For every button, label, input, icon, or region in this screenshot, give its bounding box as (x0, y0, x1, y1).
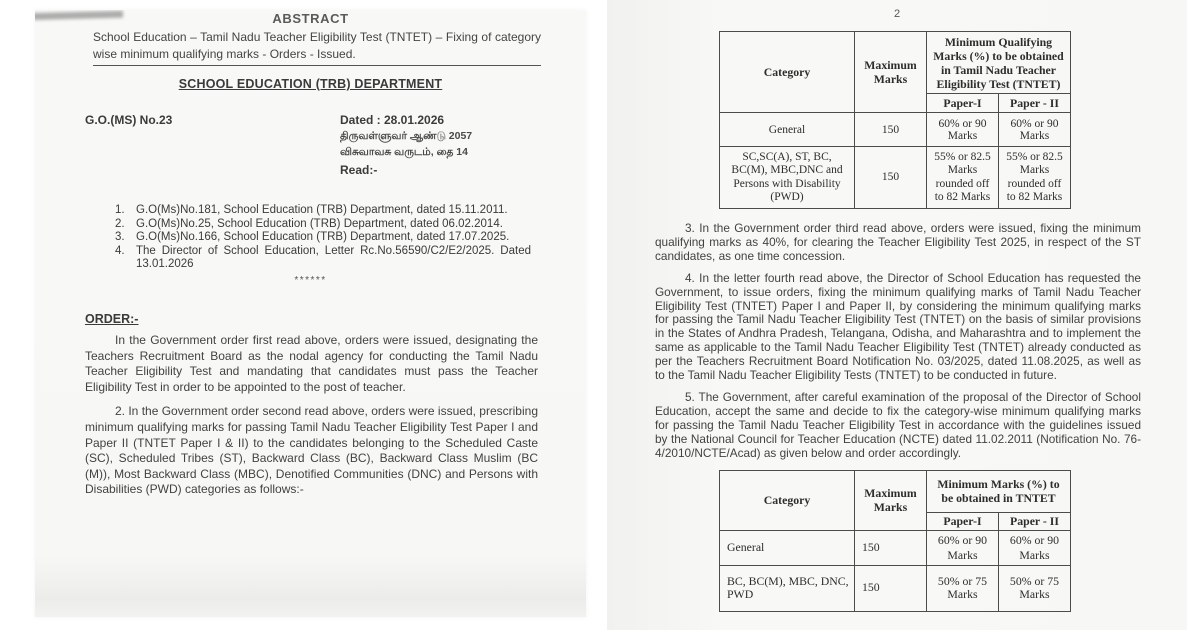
table2-cell-paper1: 50% or 75 Marks (927, 565, 999, 611)
asterisk-separator: ****** (294, 274, 327, 286)
department-title: SCHOOL EDUCATION (TRB) DEPARTMENT (178, 77, 443, 91)
table1-cell-category: SC,SC(A), ST, BC, BC(M), MBC,DNC and Persons with Disability (PWD) (720, 147, 855, 209)
table1-cell-category: General (720, 113, 855, 147)
read-item-number: 2. (115, 217, 125, 230)
order-paragraph-5: 5. The Government, after careful examination of the proposal of the Director of School Education, accept the same and decide to fix the category-wise minimum qualifying marks for passing the Tamil Nadu Teacher Eligibility Test in accordance with the guidelines issued by the National Council for Teacher Education (NCTE) dated 11.02.2011 (Notification No. 76-4/2010/NCTE/Acad) as given below and order accordingly. (655, 389, 1141, 460)
table2-row-reserved-categories (720, 565, 1071, 611)
tamil-month-line: விசுவாவசு வருடம், தை 14 (340, 146, 468, 158)
table1-row-general (720, 113, 1071, 147)
abstract-heading: ABSTRACT (269, 11, 351, 25)
scanned-page-2 (607, 0, 1187, 630)
table2-header-row (720, 470, 1071, 512)
order-paragraph-4: 4. In the letter fourth read above, the Director of School Education has requested the Government, to issue orders, fixing the minimum qualifying marks of Tamil Nadu Teacher Eligibility Test (TNTET) Paper I and Paper II, by considering the minimum qualifying marks for passing the Tamil Nadu Teacher Eligibility Test (TNTET) on the basis of similar provisions in the States of Andhra Pradesh, Telangana, Odisha, and Maharashtra and to implement the same as applicable to the Tamil Nadu Teacher Eligibility Test (TNTET) already conducted as per the Teachers Recruitment Board Notification No. 03/2025, dated 11.08.2025, as well as to the Tamil Nadu Teacher Eligibility Tests (TNTET) to be conducted in future. (655, 270, 1141, 383)
read-item-1 (115, 204, 531, 218)
table1-cell-paper1: 55% or 82.5 Marks rounded off to 82 Marks (927, 147, 999, 209)
table1-header-paper1: Paper-I (927, 94, 999, 113)
table2-cell-paper1: 60% or 90 Marks (927, 530, 999, 565)
read-item-number: 4. (115, 244, 125, 257)
table1-cell-max: 150 (855, 113, 927, 147)
read-label: Read:- (340, 163, 378, 177)
page-number: 2 (893, 8, 901, 20)
table1-cell-paper2: 55% or 82.5 Marks rounded off to 82 Marks (999, 147, 1071, 209)
qualifying-marks-table-2 (719, 470, 1071, 612)
go-date: Dated : 28.01.2026 (340, 113, 445, 127)
read-reference-list (115, 204, 531, 272)
table2-cell-max: 150 (855, 530, 927, 565)
table1-header-min-marks: Minimum Qualifying Marks (%) to be obtained in Tamil Nadu Teacher Eligibility Test (TNTET) (927, 32, 1071, 94)
table2-cell-paper2: 50% or 75 Marks (999, 565, 1071, 611)
table1-cell-paper1: 60% or 90 Marks (927, 113, 999, 147)
table2-cell-category: BC, BC(M), MBC, DNC, PWD (720, 565, 855, 611)
table2-header-max-marks: Maximum Marks (855, 470, 927, 530)
table2-header-min-marks: Minimum Marks (%) to be obtained in TNTET (927, 470, 1071, 512)
read-item-number: 3. (115, 231, 125, 244)
order-label: ORDER:- (85, 311, 139, 326)
table2-row-general (720, 530, 1071, 565)
table1-cell-max: 150 (855, 147, 927, 209)
go-header-block (35, 113, 586, 201)
table2-cell-category: General (720, 530, 855, 565)
scanned-page-1 (35, 10, 586, 617)
read-item-2 (115, 218, 531, 232)
read-item-text: The Director of School Education, Letter Rc.No.56590/C2/E2/2025. Dated 13.01.2026 (136, 244, 531, 271)
order-paragraph-3: 3. In the Government order third read above, orders were issued, fixing the minimum qualifying marks as 40%, for clearing the Teacher Eligibility Test 2025, in respect of the ST candidates, as one time concession. (655, 221, 1141, 263)
table1-row-reserved-categories (720, 147, 1071, 209)
table2-cell-paper2: 60% or 90 Marks (999, 530, 1071, 565)
go-number: G.O.(MS) No.23 (85, 113, 173, 127)
table1-cell-paper2: 60% or 90 Marks (999, 113, 1071, 147)
read-item-text: G.O(Ms)No.166, School Education (TRB) Department, dated 17.07.2025. (136, 231, 510, 244)
read-item-text: G.O(Ms)No.181, School Education (TRB) Department, dated 15.11.2011. (136, 204, 508, 216)
read-item-number: 1. (115, 204, 125, 216)
table1-header-max-marks: Maximum Marks (855, 32, 927, 113)
read-item-text: G.O(Ms)No.25, School Education (TRB) Department, dated 06.02.2014. (136, 217, 503, 230)
table2-cell-max: 150 (855, 565, 927, 611)
table1-header-paper2: Paper - II (999, 94, 1071, 113)
table2-header-category: Category (720, 470, 855, 530)
qualifying-marks-table-1 (719, 31, 1071, 209)
read-item-3 (115, 231, 531, 245)
order-paragraph-1: In the Government order first read above, orders were issued, designating the Teachers Recruitment Board as the nodal agency for conducting the Tamil Nadu Teacher Eligibility Test and mandating that candidates must pass the Teacher Eligibility Test in order to be appointed to the post of teacher. (85, 332, 538, 394)
table2-header-paper1: Paper-I (927, 512, 999, 530)
table1-header-row (720, 32, 1071, 94)
table1-header-category: Category (720, 32, 855, 113)
order-paragraph-2: 2. In the Government order second read above, orders were issued, prescribing minimum qualifying marks for passing Tamil Nadu Teacher Eligibility Test Paper I and Paper II (TNTET Paper I & II) to the candidates belonging to the Scheduled Caste (SC), Scheduled Tribes (ST), Backward Class (BC), Backward Class Muslim (BC (M)), Most Backward Class (MBC), Denotified Communities (DNC) and Persons with Disabilities (PWD) categories as follows:- (85, 404, 538, 497)
tamil-year-line: திருவள்ளுவர் ஆண்டு 2057 (340, 130, 473, 142)
table2-header-paper2: Paper - II (999, 512, 1071, 530)
read-item-4 (115, 245, 531, 272)
abstract-text: School Education – Tamil Nadu Teacher Eligibility Test (TNTET) – Fixing of category wise minimum qualifying marks - Orders - Issued. (93, 29, 541, 66)
